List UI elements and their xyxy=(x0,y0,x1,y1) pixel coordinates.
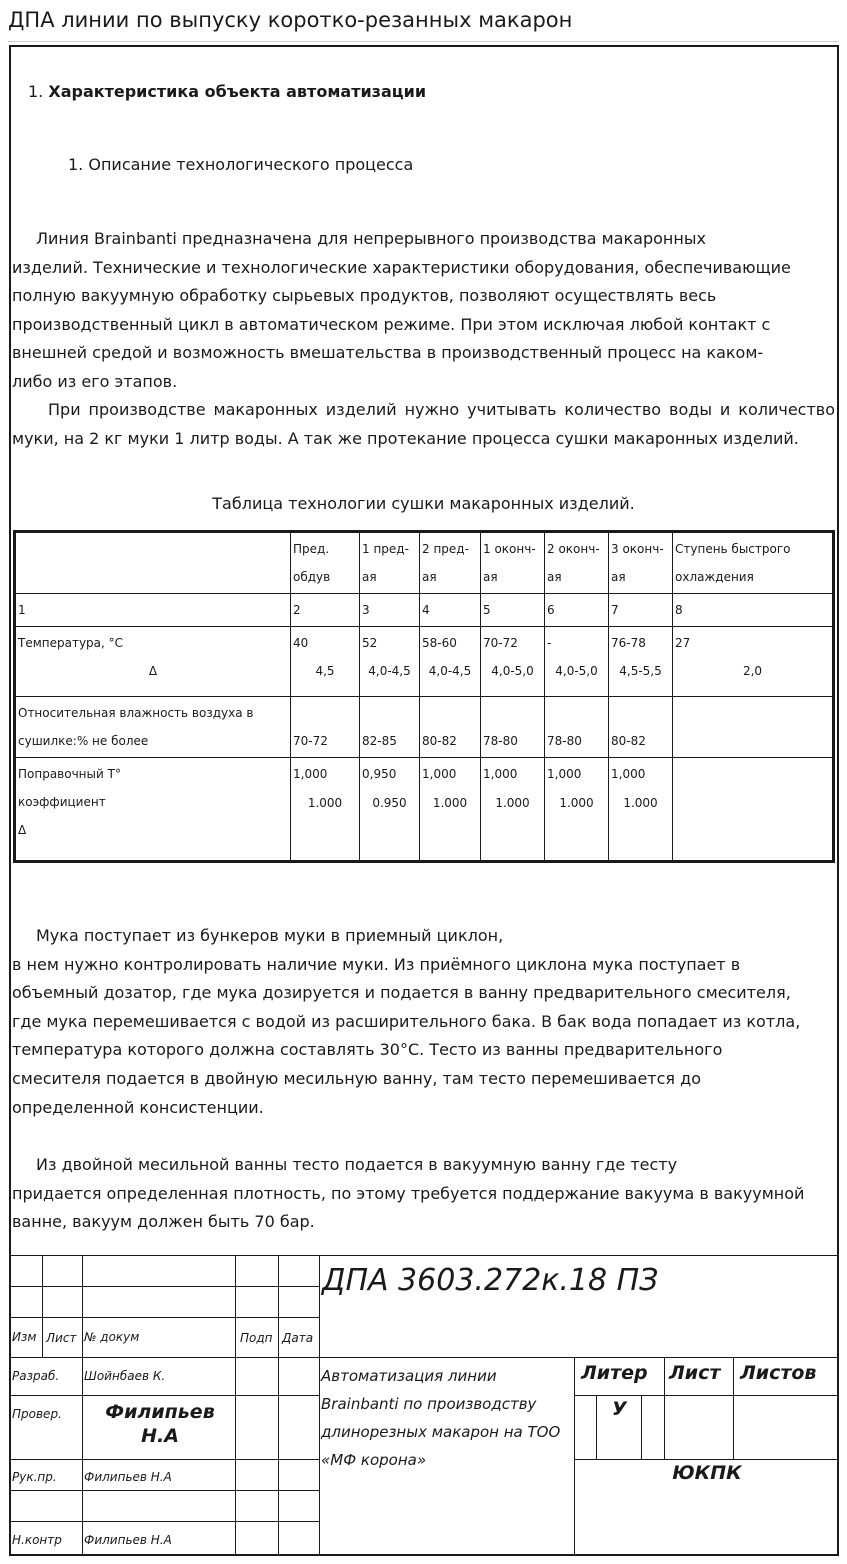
table-cell: Температура, °С Δ xyxy=(16,627,291,697)
liter-label: Литер xyxy=(581,1362,648,1384)
prover-name: Филипьев Н.А xyxy=(105,1401,215,1447)
table-cell: 1,000 1.000 xyxy=(481,758,545,861)
table-caption: Таблица технологии сушки макаронных изделий. xyxy=(212,494,635,513)
paragraph-body: изделий. Технические и технологические характеристики оборудования, обеспечивающие полную вакуумную обработку сырьевых продуктов, позволяют осуществлять весь производственный цикл в автоматическом режиме. При этом исключая любой контакт с внешней средой и возможность вмешательства в производственный процесс на каком-либо из его этапов. xyxy=(12,257,791,391)
table-cell: 2 xyxy=(291,594,360,627)
subsection-title: Описание технологического процесса xyxy=(88,155,414,174)
list-label: Лист xyxy=(669,1362,721,1384)
subsection-number: 1. xyxy=(68,155,84,174)
rukpr-label: Рук.пр. xyxy=(12,1470,57,1484)
table-cell: 70-72 4,0-5,0 xyxy=(481,627,545,697)
table-coefficient-row xyxy=(16,758,833,861)
table-temperature-row xyxy=(16,627,833,697)
section-heading xyxy=(28,82,426,101)
organization-name: ЮКПК xyxy=(672,1462,742,1484)
paragraph-line-description xyxy=(12,225,835,397)
table-cell: 1,000 1.000 xyxy=(420,758,481,861)
paragraph-first-line: Мука поступает из бункеров муки в приемный циклон, xyxy=(36,926,504,945)
section-title: Характеристика объекта автоматизации xyxy=(48,82,427,101)
table-cell: 1,000 1.000 xyxy=(291,758,360,861)
prover-label: Провер. xyxy=(12,1407,62,1421)
stamp-col-podp: Подп xyxy=(240,1331,273,1345)
paragraph-vacuum xyxy=(12,1151,835,1237)
table-cell: 0,950 0.950 xyxy=(360,758,420,861)
paragraph-body: в нем нужно контролировать наличие муки. Из приёмного циклона мука поступает в объемный дозатор, где мука дозируется и подается в ванну предварительного смесителя, где мука перемешивается с водой из расширительного бака. В бак вода попадает из котла, температура которого должна составлять 30°С. Тесто из ванны предварительного смесителя подается в двойную месильную ванну, там тесто перемешивается до определенной консистенции. xyxy=(12,954,801,1117)
table-cell: 52 4,0-4,5 xyxy=(360,627,420,697)
document-number: ДПА 3603.272к.18 ПЗ xyxy=(322,1263,659,1298)
stamp-col-data: Дата xyxy=(282,1331,314,1345)
table-cell: 2 оконч- ая xyxy=(545,533,609,594)
section-number: 1. xyxy=(28,82,44,101)
subsection-heading xyxy=(68,155,413,174)
table-cell xyxy=(673,697,833,758)
paragraph-body: придается определенная плотность, по этому требуется поддержание вакуума в вакуумной ванне, вакуум должен быть 70 бар. xyxy=(12,1183,805,1232)
table-cell: 40 4,5 xyxy=(291,627,360,697)
table-cell: 80-82 xyxy=(609,697,673,758)
stamp-col-izm: Изм xyxy=(12,1330,37,1344)
table-humidity-row xyxy=(16,697,833,758)
table-cell: 7 xyxy=(609,594,673,627)
table-cell: 70-72 xyxy=(291,697,360,758)
table-cell: 76-78 4,5-5,5 xyxy=(609,627,673,697)
table-cell: 1,000 1.000 xyxy=(545,758,609,861)
table-cell: 8 xyxy=(673,594,833,627)
paragraph-body: При производстве макаронных изделий нужно учитывать количество воды и количество муки, на 2 кг муки 1 литр воды. А так же протекание процесса сушки макаронных изделий. xyxy=(12,400,835,448)
table-cell: 3 xyxy=(360,594,420,627)
table-cell: 82-85 xyxy=(360,697,420,758)
table-cell: Относительная влажность воздуха в сушилке:% не более xyxy=(16,697,291,758)
table-header-row xyxy=(16,533,833,594)
razrab-label: Разраб. xyxy=(12,1369,60,1383)
liter-value: У xyxy=(612,1398,627,1420)
stamp-col-dokum: № докум xyxy=(84,1330,140,1344)
razrab-name: Шойнбаев К. xyxy=(84,1369,166,1383)
drying-technology-table xyxy=(13,530,835,863)
listov-label: Листов xyxy=(740,1362,817,1384)
table-cell: 58-60 4,0-4,5 xyxy=(420,627,481,697)
table-cell: 1,000 1.000 xyxy=(609,758,673,861)
table-cell: 27 2,0 xyxy=(673,627,833,697)
paragraph-water-flour xyxy=(12,396,835,453)
project-description: Автоматизация линии Brainbanti по производству длинорезных макарон на ТОО «МФ корона» xyxy=(321,1367,561,1469)
table-cell: - 4,0-5,0 xyxy=(545,627,609,697)
title-block-stamp xyxy=(9,1255,839,1556)
table-cell xyxy=(673,758,833,861)
title-divider xyxy=(8,41,839,42)
paragraph-first-line: Из двойной месильной ванны тесто подается в вакуумную ванну где тесту xyxy=(36,1155,678,1174)
table-cell: 3 оконч- ая xyxy=(609,533,673,594)
table-cell xyxy=(16,533,291,594)
table-cell: Ступень быстрого охлаждения xyxy=(673,533,833,594)
table-cell: 80-82 xyxy=(420,697,481,758)
nkontr-label: Н.контр xyxy=(12,1533,62,1547)
stamp-col-list: Лист xyxy=(46,1331,77,1345)
table-cell: 78-80 xyxy=(545,697,609,758)
table-cell: 1 пред- ая xyxy=(360,533,420,594)
table-cell: 1 оконч- ая xyxy=(481,533,545,594)
rukpr-name: Филипьев Н.А xyxy=(84,1470,172,1484)
nkontr-name: Филипьев Н.А xyxy=(84,1533,172,1547)
table-cell: 4 xyxy=(420,594,481,627)
table-cell: 1 xyxy=(16,594,291,627)
table-cell: 5 xyxy=(481,594,545,627)
document-title: ДПА линии по выпуску коротко-резанных макарон xyxy=(8,8,573,32)
table-cell: 6 xyxy=(545,594,609,627)
paragraph-first-line: Линия Brainbanti предназначена для непрерывного производства макаронных xyxy=(36,229,706,248)
table-cell: 78-80 xyxy=(481,697,545,758)
table-cell: 2 пред- ая xyxy=(420,533,481,594)
table-number-row xyxy=(16,594,833,627)
paragraph-flour-process xyxy=(12,922,835,1122)
table-cell: Поправочный Т° коэффициент Δ xyxy=(16,758,291,861)
table-cell: Пред. обдув xyxy=(291,533,360,594)
